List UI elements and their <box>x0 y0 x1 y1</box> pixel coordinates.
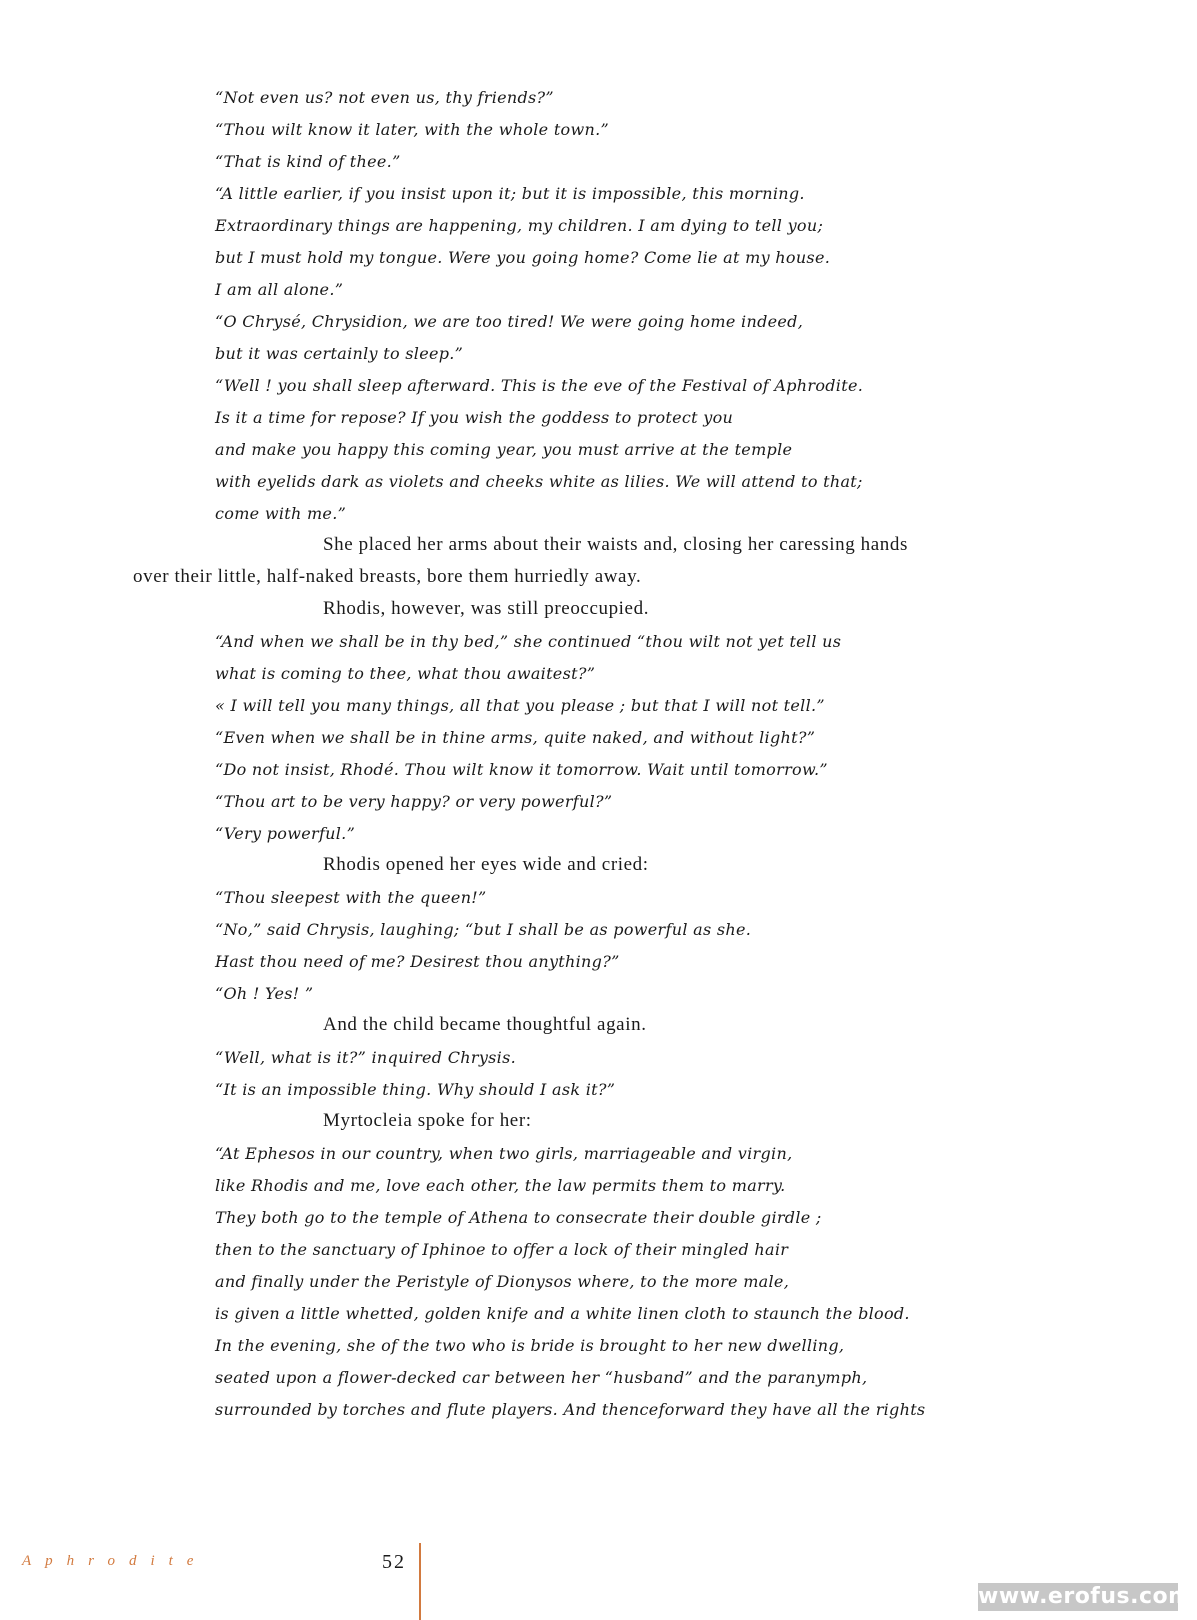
text-line-10: “Well ! you shall sleep afterward. This is the eve of the Festival of Aphrodite. <box>215 376 864 395</box>
running-title: Aphrodite <box>22 1553 208 1569</box>
narration-line-1: She placed her arms about their waists and, closing her caressing hands <box>323 534 908 555</box>
narration-line-2: over their little, half-naked breasts, bore them hurriedly away. <box>133 566 642 587</box>
narration-line-3: Rhodis, however, was still preoccupied. <box>323 598 650 619</box>
text-line-19: what is coming to thee, what thou awaitest?” <box>215 664 596 683</box>
text-line-20: « I will tell you many things, all that you please ; but that I will not tell.” <box>215 696 825 715</box>
text-line-22: “Do not insist, Rhodé. Thou wilt know it tomorrow. Wait until tomorrow.” <box>215 760 828 779</box>
text-line-9: but it was certainly to sleep.” <box>215 344 464 363</box>
text-line-35: like Rhodis and me, love each other, the law permits them to marry. <box>215 1176 786 1195</box>
text-line-11: Is it a time for repose? If you wish the goddess to protect you <box>215 408 734 427</box>
text-line-24: “Very powerful.” <box>215 824 356 843</box>
text-line-6: but I must hold my tongue. Were you going home? Come lie at my house. <box>215 248 831 267</box>
text-line-1: “Not even us? not even us, thy friends?” <box>215 88 554 107</box>
text-line-40: In the evening, she of the two who is bride is brought to her new dwelling, <box>215 1336 845 1355</box>
text-line-5: Extraordinary things are happening, my children. I am dying to tell you; <box>215 216 824 235</box>
narration-line-4: Rhodis opened her eyes wide and cried: <box>323 854 649 875</box>
text-line-18: “And when we shall be in thy bed,” she continued “thou wilt not yet tell us <box>215 632 842 651</box>
text-line-23: “Thou art to be very happy? or very powerful?” <box>215 792 613 811</box>
text-line-21: “Even when we shall be in thine arms, quite naked, and without light?” <box>215 728 816 747</box>
text-line-29: “Oh ! Yes! ” <box>215 984 314 1003</box>
text-line-13: with eyelids dark as violets and cheeks white as lilies. We will attend to that; <box>215 472 863 491</box>
narration-line-6: Myrtocleia spoke for her: <box>323 1110 532 1131</box>
text-line-38: and finally under the Peristyle of Dionysos where, to the more male, <box>215 1272 790 1291</box>
text-line-31: “Well, what is it?” inquired Chrysis. <box>215 1048 516 1067</box>
text-line-28: Hast thou need of me? Desirest thou anything?” <box>215 952 620 971</box>
text-line-41: seated upon a flower-decked car between her “husband” and the paranymph, <box>215 1368 868 1387</box>
text-line-12: and make you happy this coming year, you must arrive at the temple <box>215 440 793 459</box>
text-line-8: “O Chrysé, Chrysidion, we are too tired! We were going home indeed, <box>215 312 804 331</box>
text-line-2: “Thou wilt know it later, with the whole town.” <box>215 120 609 139</box>
narration-line-5: And the child became thoughtful again. <box>323 1014 647 1035</box>
text-line-7: I am all alone.” <box>215 280 344 299</box>
text-line-37: then to the sanctuary of Iphinoe to offer a lock of their mingled hair <box>215 1240 789 1259</box>
text-line-27: “No,” said Chrysis, laughing; “but I shall be as powerful as she. <box>215 920 752 939</box>
text-line-36: They both go to the temple of Athena to consecrate their double girdle ; <box>215 1208 822 1227</box>
text-line-42: surrounded by torches and flute players. And thenceforward they have all the rights <box>215 1400 926 1419</box>
text-line-26: “Thou sleepest with the queen!” <box>215 888 487 907</box>
text-line-4: “A little earlier, if you insist upon it; but it is impossible, this morning. <box>215 184 805 203</box>
text-line-32: “It is an impossible thing. Why should I ask it?” <box>215 1080 616 1099</box>
page-number: 52 <box>382 1551 406 1573</box>
text-line-39: is given a little whetted, golden knife and a white linen cloth to staunch the blood. <box>215 1304 910 1323</box>
text-line-34: “At Ephesos in our country, when two girls, marriageable and virgin, <box>215 1144 793 1163</box>
text-line-3: “That is kind of thee.” <box>215 152 401 171</box>
footer-divider <box>419 1543 421 1620</box>
text-line-14: come with me.” <box>215 504 347 523</box>
watermark-link[interactable]: www.erofus.com <box>978 1584 1192 1609</box>
